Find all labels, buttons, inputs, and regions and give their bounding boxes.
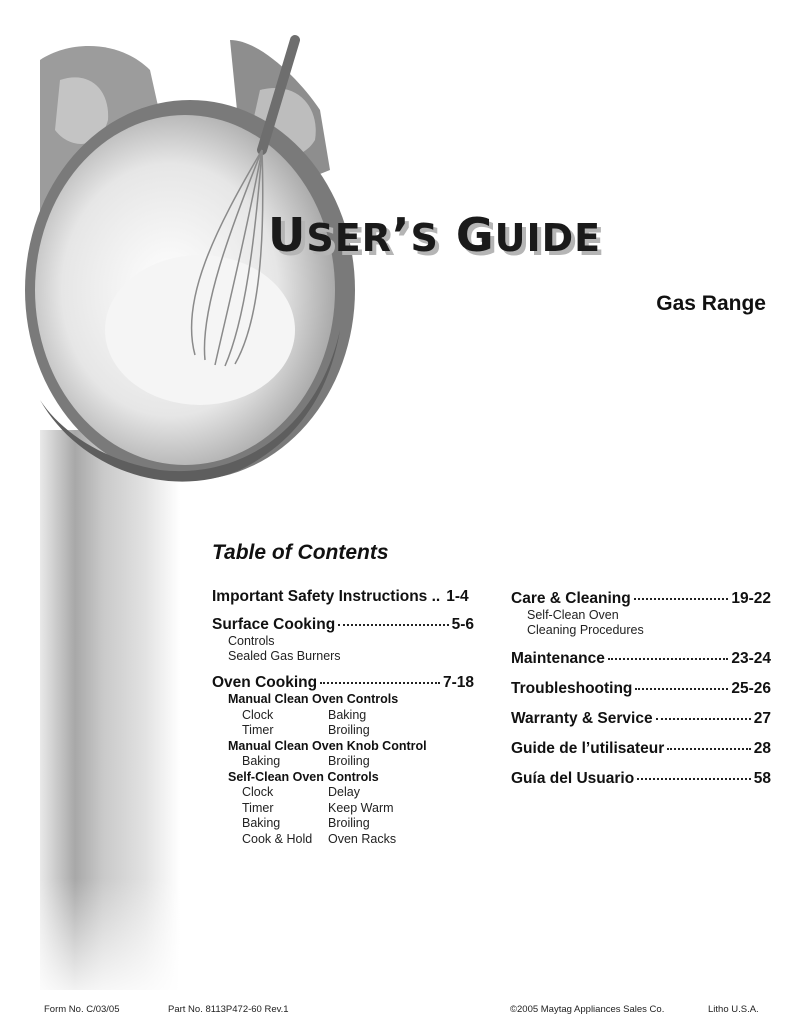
toc-entry-safety: Important Safety Instructions .. 1-4 — [212, 588, 469, 605]
toc-entry-care-cleaning: Care & Cleaning 19-22 — [511, 590, 771, 607]
toc-entry-troubleshooting: Troubleshooting 25-26 — [511, 680, 771, 697]
toc-sub-controls: Controls — [228, 634, 275, 648]
toc-pair: Timer Broiling — [242, 723, 370, 737]
toc-heading: Table of Contents — [212, 541, 389, 564]
toc-subhead-knob-control: Manual Clean Oven Knob Control — [228, 738, 427, 753]
toc-pair: Baking Broiling — [242, 754, 370, 768]
toc-entry-oven-cooking: Oven Cooking 7-18 — [212, 674, 474, 691]
toc-subhead-self-clean: Self-Clean Oven Controls — [228, 769, 379, 784]
product-subtitle: Gas Range — [656, 292, 766, 315]
toc-entry-maintenance: Maintenance 23-24 — [511, 650, 771, 667]
toc-subhead-manual-clean: Manual Clean Oven Controls — [228, 692, 399, 706]
toc-entry-warranty: Warranty & Service 27 — [511, 710, 771, 727]
toc-pair: Clock Baking — [242, 707, 367, 722]
toc-entry-surface-cooking: Surface Cooking 5-6 — [212, 616, 474, 633]
toc-sub-sealed-burners: Sealed Gas Burners — [228, 649, 341, 663]
users-guide-title: USER’S GUIDE — [268, 208, 602, 262]
footer-litho: Litho U.S.A. — [708, 1004, 759, 1015]
toc-right-column — [511, 590, 771, 788]
toc-pair: Clock Delay — [242, 785, 360, 799]
toc-entry-guia-es: Guía del Usuario 58 — [511, 770, 771, 787]
footer-copyright: ©2005 Maytag Appliances Sales Co. — [510, 1004, 665, 1015]
footer-form-number: Form No. C/03/05 — [44, 1004, 120, 1015]
toc-sub-cleaning-procedures: Cleaning Procedures — [527, 623, 644, 637]
toc-left-column — [212, 588, 474, 847]
toc-pair: Timer Keep Warm — [242, 800, 394, 815]
toc-pair: Cook & Hold Oven Racks — [242, 831, 397, 846]
toc-pair: Baking Broiling — [242, 816, 370, 830]
toc-sub-self-clean-oven: Self-Clean Oven — [527, 608, 619, 622]
toc-entry-guide-fr: Guide de l’utilisateur 28 — [511, 740, 771, 757]
footer-part-number: Part No. 8113P472-60 Rev.1 — [168, 1004, 289, 1015]
